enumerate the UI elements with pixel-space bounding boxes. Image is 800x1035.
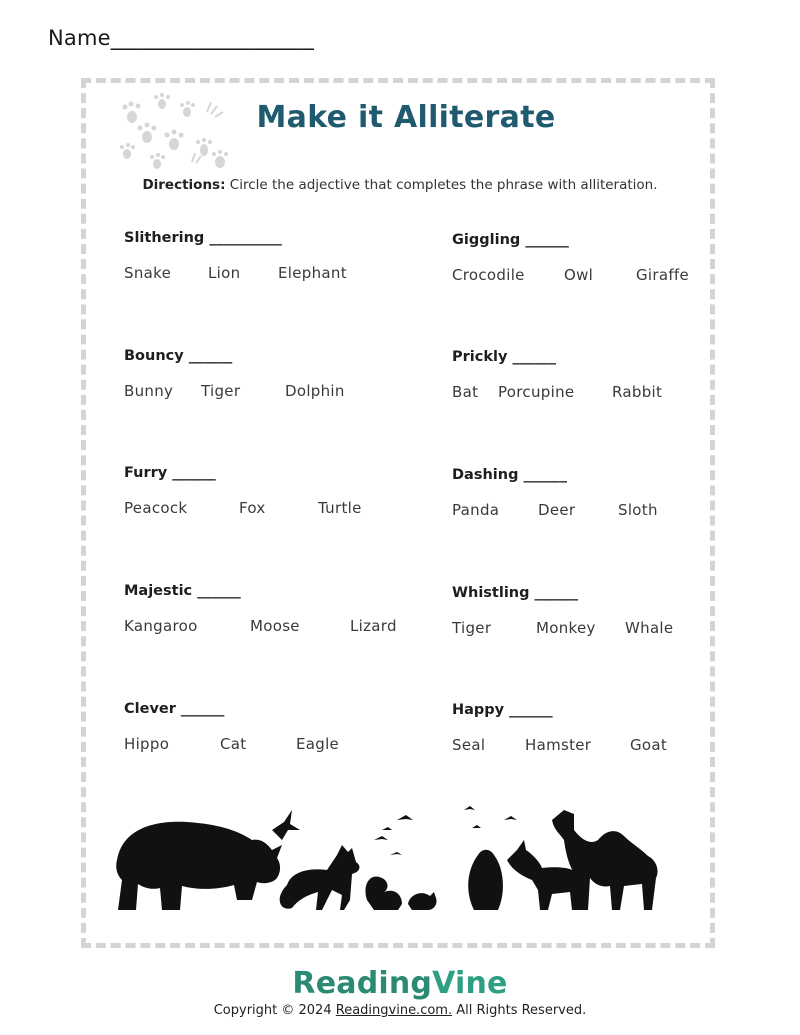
choice-option[interactable]: Moose	[250, 617, 300, 635]
choice-option[interactable]: Elephant	[278, 264, 347, 282]
readingvine-logo	[0, 966, 800, 1001]
choice-option[interactable]: Deer	[538, 501, 576, 519]
choice-option[interactable]: Hippo	[124, 735, 170, 753]
brand-reading: Reading	[292, 966, 433, 1001]
question-phrase: Bouncy ______	[124, 348, 233, 364]
choice-option[interactable]: Eagle	[296, 735, 340, 753]
choice-option[interactable]: Fox	[239, 499, 266, 517]
question-majestic	[124, 583, 397, 639]
question-bouncy	[124, 348, 345, 404]
question-phrase: Slithering __________	[124, 230, 282, 246]
question-slithering	[124, 230, 347, 286]
choice-option[interactable]: Tiger	[201, 382, 241, 400]
question-phrase: Dashing ______	[452, 467, 567, 483]
choice-option[interactable]: Bunny	[124, 382, 174, 400]
choice-option[interactable]: Porcupine	[498, 383, 575, 401]
question-clever	[124, 701, 340, 757]
directions-label: Directions:	[142, 177, 226, 193]
question-phrase: Furry ______	[124, 465, 216, 481]
directions-body: Circle the adjective that completes the phrase with alliteration.	[225, 177, 658, 193]
choice-option[interactable]: Monkey	[536, 619, 596, 637]
choice-option[interactable]: Snake	[124, 264, 172, 282]
choice-option[interactable]: Panda	[452, 501, 500, 519]
copyright-notice	[0, 1003, 800, 1018]
choice-option[interactable]: Goat	[630, 736, 668, 754]
choice-option[interactable]: Tiger	[452, 619, 492, 637]
question-dashing	[452, 467, 658, 523]
choice-option[interactable]: Giraffe	[636, 266, 690, 284]
choice-option[interactable]: Seal	[452, 736, 486, 754]
question-whistling	[452, 585, 674, 641]
question-prickly	[452, 349, 663, 405]
choice-option[interactable]: Whale	[625, 619, 674, 637]
worksheet-title: Make it Alliterate	[256, 100, 556, 135]
question-phrase: Giggling ______	[452, 232, 569, 248]
choice-option[interactable]: Lizard	[350, 617, 397, 635]
copyright-prefix: Copyright © 2024	[213, 1003, 336, 1018]
choice-option[interactable]: Turtle	[318, 499, 362, 517]
choice-option[interactable]: Sloth	[618, 501, 658, 519]
choice-option[interactable]: Hamster	[525, 736, 592, 754]
question-giggling	[452, 232, 690, 288]
choice-option[interactable]: Crocodile	[452, 266, 525, 284]
question-phrase: Majestic ______	[124, 583, 241, 599]
name-field-label: Name___________________	[48, 26, 315, 50]
question-furry	[124, 465, 362, 521]
animal-silhouettes-icon	[112, 800, 692, 920]
choice-option[interactable]: Peacock	[124, 499, 188, 517]
question-phrase: Whistling ______	[452, 585, 579, 601]
question-phrase: Prickly ______	[452, 349, 556, 365]
question-happy	[452, 702, 668, 758]
choice-option[interactable]: Cat	[220, 735, 247, 753]
directions-text	[0, 177, 800, 193]
copyright-suffix: All Rights Reserved.	[452, 1003, 587, 1018]
choice-option[interactable]: Owl	[564, 266, 594, 284]
choice-option[interactable]: Dolphin	[285, 382, 345, 400]
choice-option[interactable]: Lion	[208, 264, 241, 282]
choice-option[interactable]: Bat	[452, 383, 479, 401]
question-phrase: Happy ______	[452, 702, 553, 718]
choice-option[interactable]: Rabbit	[612, 383, 663, 401]
brand-vine: Vine	[432, 966, 508, 1001]
choice-option[interactable]: Kangaroo	[124, 617, 198, 635]
question-phrase: Clever ______	[124, 701, 225, 717]
readingvine-link[interactable]: Readingvine.com.	[335, 1003, 453, 1018]
